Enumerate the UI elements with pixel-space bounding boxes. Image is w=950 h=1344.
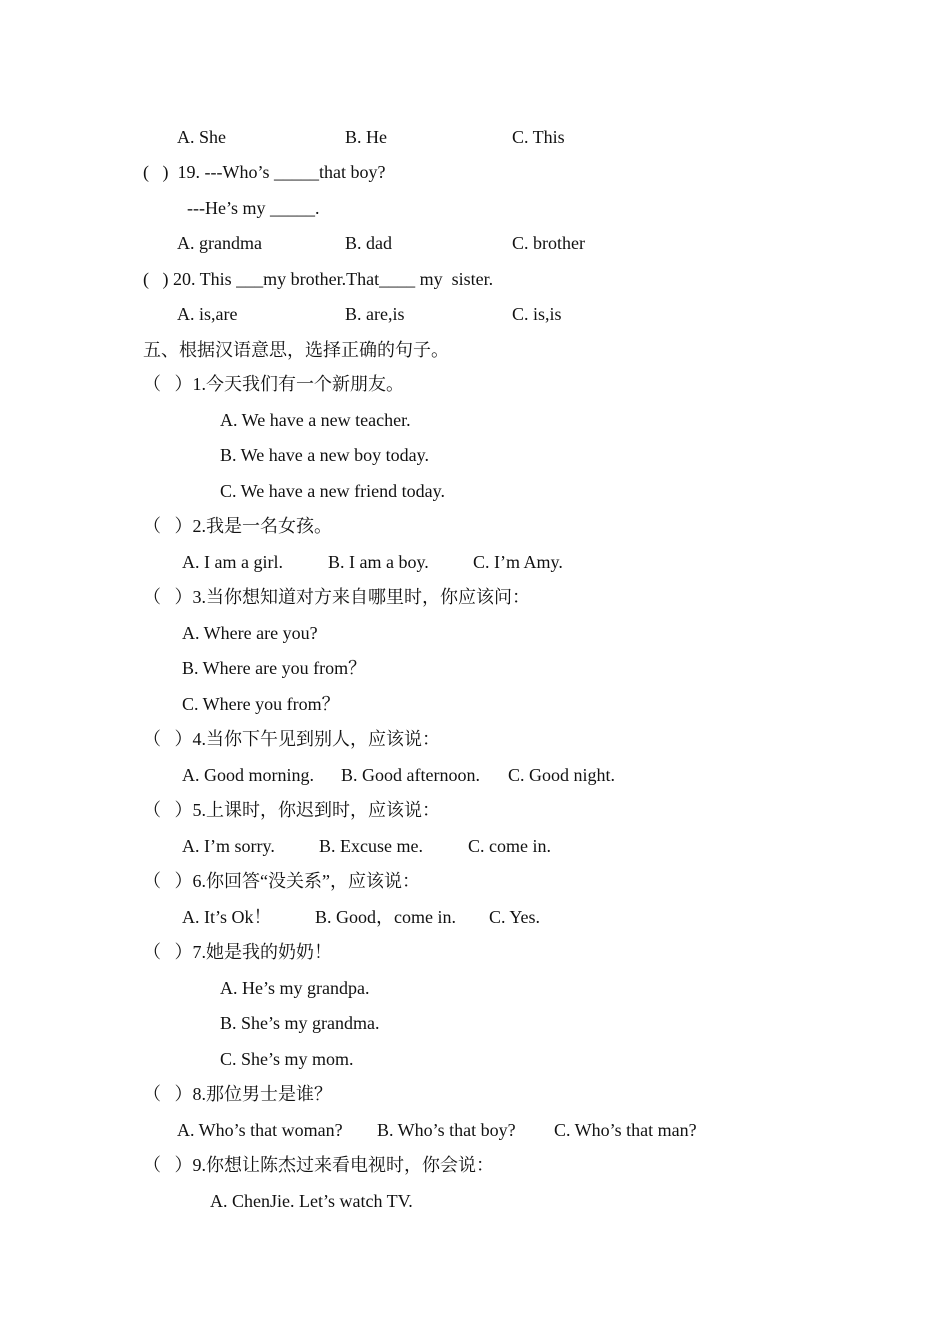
q19-option-a: A. grandma: [177, 233, 262, 253]
item7-option-a: A. He’s my grandpa.: [220, 978, 370, 998]
item7-stem: （ ）7.她是我的奶奶！: [143, 942, 332, 962]
item4-option-b: B. Good afternoon.: [341, 765, 480, 785]
item1-option-c: C. We have a new friend today.: [220, 481, 445, 501]
item3-option-a: A. Where are you?: [182, 623, 318, 643]
q18-option-a: A. She: [177, 127, 226, 147]
item2-option-c: C. I’m Amy.: [473, 552, 563, 572]
item1-stem: （ ）1.今天我们有一个新朋友。: [143, 374, 404, 394]
item3-option-b: B. Where are you from？: [182, 658, 367, 678]
section5-heading: 五、根据汉语意思，选择正确的句子。: [143, 340, 449, 360]
item5-option-a: A. I’m sorry.: [182, 836, 275, 856]
q19-option-b: B. dad: [345, 233, 392, 253]
item8-stem: （ ）8.那位男士是谁？: [143, 1084, 332, 1104]
item6-option-a: A. It’s Ok！: [182, 907, 272, 927]
item8-option-c: C. Who’s that man?: [554, 1120, 697, 1140]
item6-stem: （ ）6.你回答“没关系”，应该说：: [143, 871, 420, 891]
item5-options: [0, 832, 551, 860]
q20-stem: ( ) 20. This ___my brother.That____ my sister.: [143, 269, 494, 289]
q19-option-c: C. brother: [512, 233, 585, 253]
item6-options: [0, 903, 541, 931]
item5-stem: （ ）5.上课时，你迟到时，应该说：: [143, 800, 440, 820]
q18-options: [0, 123, 565, 151]
item7-option-c: C. She’s my mom.: [220, 1049, 354, 1069]
item2-options: [0, 548, 563, 576]
item6-option-c: C. Yes.: [489, 907, 541, 927]
q20-option-b: B. are,is: [345, 304, 405, 324]
item4-options: [0, 761, 616, 789]
q19-answer-line: ---He’s my _____.: [187, 198, 320, 218]
q19-options: [0, 229, 585, 257]
item2-stem: （ ）2.我是一名女孩。: [143, 516, 332, 536]
item4-option-c: C. Good night.: [508, 765, 616, 785]
item9-option-a: A. ChenJie. Let’s watch TV.: [210, 1191, 413, 1211]
q20-options: [0, 300, 562, 328]
item6-option-b: B. Good，come in.: [315, 907, 456, 927]
item1-option-b: B. We have a new boy today.: [220, 445, 429, 465]
item5-option-c: C. come in.: [468, 836, 551, 856]
item2-option-b: B. I am a boy.: [328, 552, 429, 572]
q18-option-c: C. This: [512, 127, 565, 147]
item2-option-a: A. I am a girl.: [182, 552, 283, 572]
item8-option-a: A. Who’s that woman?: [177, 1120, 343, 1140]
item4-stem: （ ）4.当你下午见到别人，应该说：: [143, 729, 440, 749]
q19-stem: ( ) 19. ---Who’s _____that boy?: [143, 162, 386, 182]
item3-option-c: C. Where you from？: [182, 694, 340, 714]
item4-option-a: A. Good morning.: [182, 765, 314, 785]
q20-option-c: C. is,is: [512, 304, 562, 324]
item7-option-b: B. She’s my grandma.: [220, 1013, 380, 1033]
item8-options: [0, 1116, 697, 1144]
item8-option-b: B. Who’s that boy?: [377, 1120, 516, 1140]
q18-option-b: B. He: [345, 127, 387, 147]
q20-option-a: A. is,are: [177, 304, 238, 324]
item5-option-b: B. Excuse me.: [319, 836, 423, 856]
item3-stem: （ ）3.当你想知道对方来自哪里时，你应该问：: [143, 587, 530, 607]
item9-stem: （ ）9.你想让陈杰过来看电视时，你会说：: [143, 1155, 494, 1175]
item1-option-a: A. We have a new teacher.: [220, 410, 411, 430]
